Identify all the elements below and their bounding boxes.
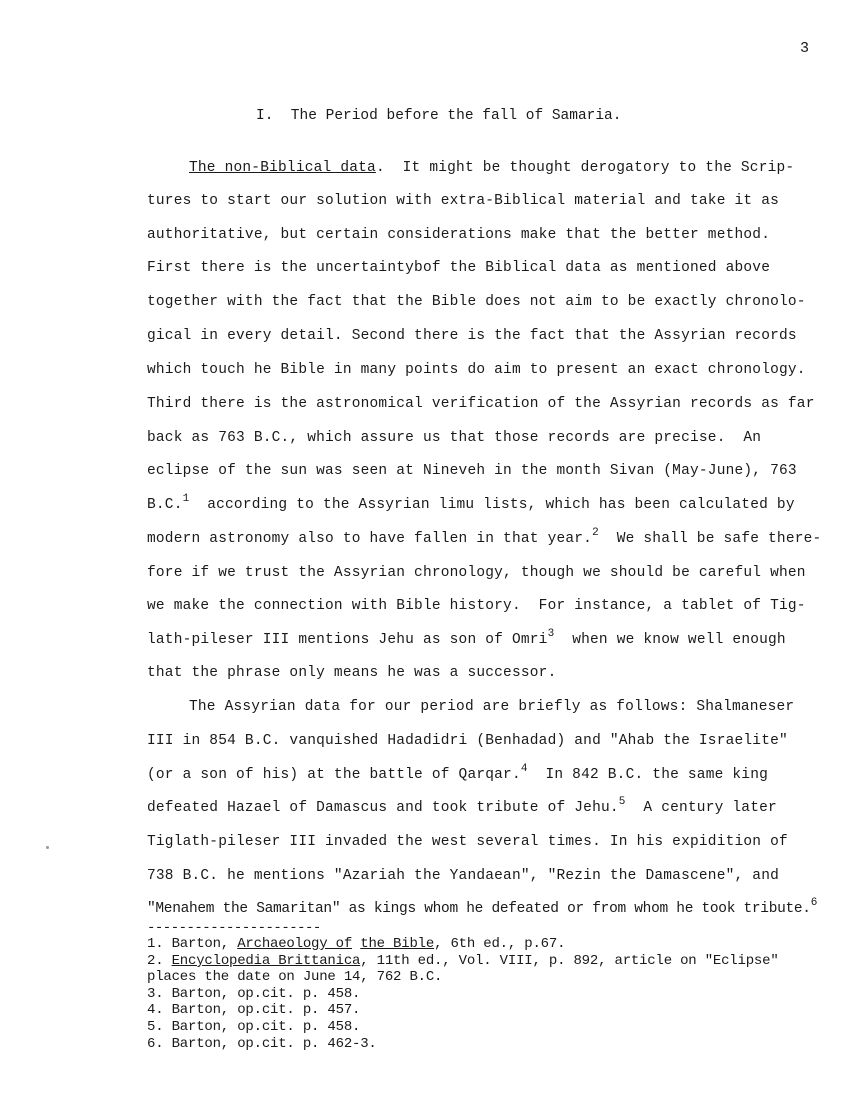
body-line: modern astronomy also to have fallen in that year.$^2$ We shall be safe there-: [147, 527, 822, 547]
page-number: 3: [800, 40, 810, 57]
body-line: gical in every detail. Second there is the fact that the Assyrian records: [147, 328, 797, 344]
footnote: 6. Barton, op.cit. p. 462-3.: [147, 1036, 377, 1052]
section-subheading: The non-Biblical data: [189, 160, 376, 176]
footnote-ref: 2: [592, 527, 599, 539]
footnote-ref: 4: [520, 763, 528, 775]
body-line: III in 854 B.C. vanquished Hadadidri (Benhadad) and "Ahab the Israelite": [147, 733, 788, 749]
paper-speck: [46, 846, 49, 849]
body-line: Tiglath-pileser III invaded the west several times. In his expidition of: [147, 834, 788, 850]
footnote: 1. Barton, Archaeology of the Bible, 6th ed., p.67.: [147, 936, 566, 952]
body-line: The non-Biblical data. It might be thought derogatory to the Scrip-: [189, 160, 795, 176]
body-line: lath-pileser III mentions Jehu as son of Omri$^3$ when we know well enough: [147, 628, 786, 648]
footnote-ref: 6: [810, 897, 818, 909]
body-line: that the phrase only means he was a successor.: [147, 665, 557, 681]
body-line: (or a son of his) at the battle of Qarqar.$^4$ In 842 B.C. the same king: [147, 763, 769, 783]
body-line: tures to start our solution with extra-Biblical material and take it as: [147, 193, 780, 209]
body-line: we make the connection with Bible history. For instance, a tablet of Tig-: [147, 598, 806, 614]
footnote: 5. Barton, op.cit. p. 458.: [147, 1019, 361, 1035]
page-title: I. The Period before the fall of Samaria.: [256, 108, 622, 124]
body-line: The Assyrian data for our period are briefly as follows: Shalmaneser: [189, 699, 795, 715]
body-line: which touch he Bible in many points do aim to present an exact chronology.: [147, 362, 806, 378]
body-line: authoritative, but certain considerations make that the better method.: [147, 227, 771, 243]
body-line: together with the fact that the Bible does not aim to be exactly chronolo-: [147, 294, 806, 310]
body-line: 738 B.C. he mentions "Azariah the Yandaean", "Rezin the Damascene", and: [147, 868, 780, 884]
footnote-ref: 5: [618, 796, 626, 808]
footnote: places the date on June 14, 762 B.C.: [147, 969, 443, 985]
body-line: defeated Hazael of Damascus and took tribute of Jehu.$^5$ A century later: [147, 796, 777, 816]
body-line: Third there is the astronomical verification of the Assyrian records as far: [147, 396, 815, 412]
footnote-divider: ----------------------: [147, 920, 321, 936]
body-line: First there is the uncertaintybof the Biblical data as mentioned above: [147, 260, 771, 276]
body-line: B.C.$^1$ according to the Assyrian limu lists, which has been calculated by: [147, 493, 795, 513]
body-line: eclipse of the sun was seen at Nineveh in the month Sivan (May-June), 763: [147, 463, 797, 479]
body-line: back as 763 B.C., which assure us that those records are precise. An: [147, 430, 762, 446]
body-line: "Menahem the Samaritan" as kings whom he defeated or from whom he took tribute.$^6$: [147, 897, 818, 917]
footnote-ref: 3: [547, 628, 555, 640]
footnote-ref: 1: [182, 493, 190, 505]
footnote: 3. Barton, op.cit. p. 458.: [147, 986, 361, 1002]
footnote: 2. Encyclopedia Brittanica, 11th ed., Vol. VIII, p. 892, article on "Eclipse": [147, 953, 779, 969]
body-line: fore if we trust the Assyrian chronology, though we should be careful when: [147, 565, 806, 581]
footnote: 4. Barton, op.cit. p. 457.: [147, 1002, 361, 1018]
